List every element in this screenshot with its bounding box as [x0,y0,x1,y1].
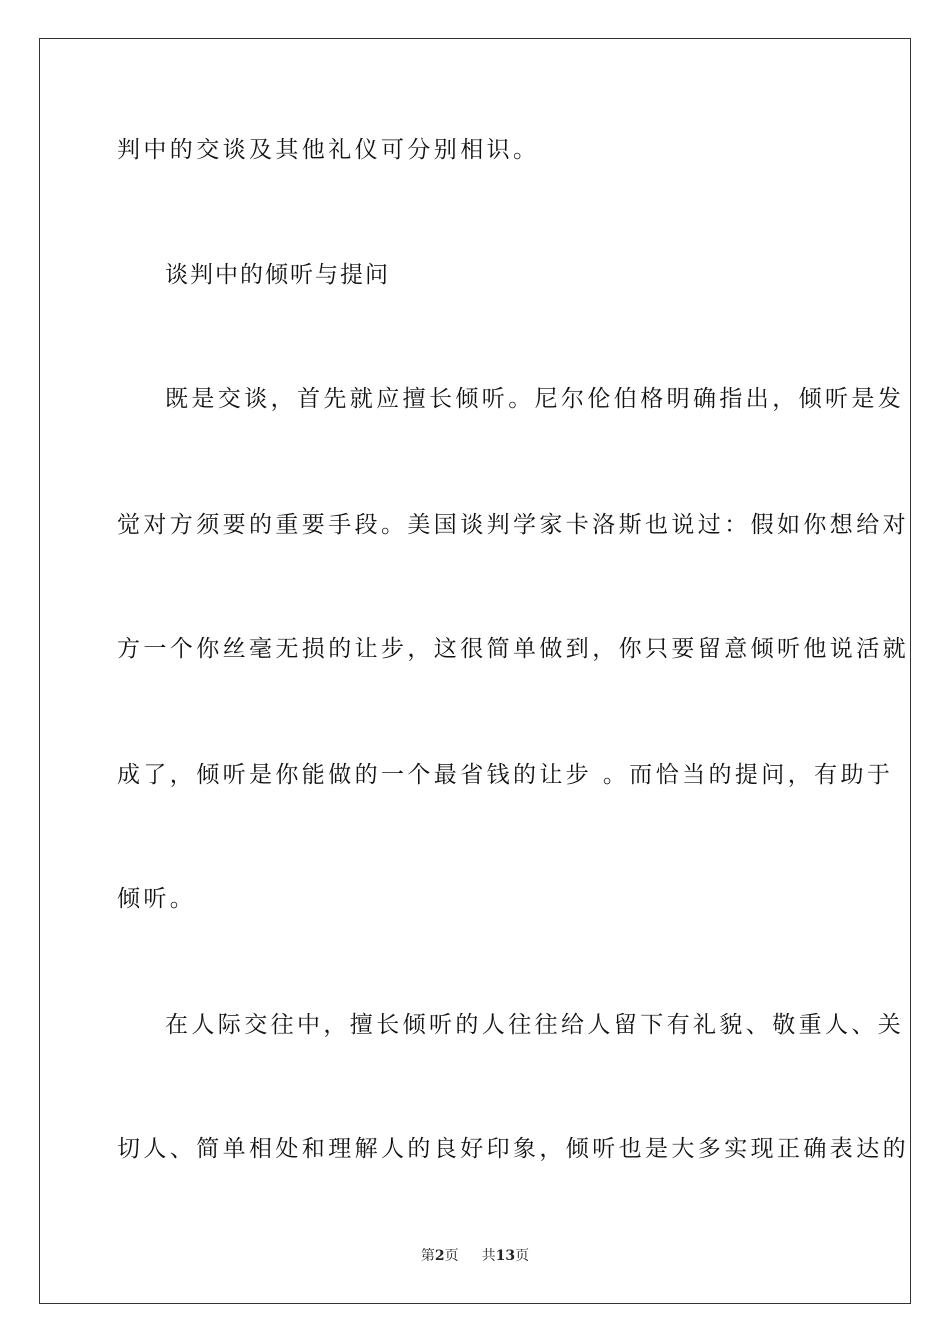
footer-total-prefix: 共 [481,1248,496,1264]
paragraph-2-line-2: 切人、简单相处和理解人的良好印象，倾听也是大多实现正确表达的 [117,1136,909,1162]
page-footer [0,1247,950,1265]
paragraph-1-line-3: 方一个你丝毫无损的让步，这很简单做到，你只要留意倾听他说活就 [117,636,909,662]
footer-page-suffix: 页 [444,1248,459,1264]
page-border [39,38,911,1304]
paragraph-1-line-4: 成了，倾听是你能做的一个最省钱的让步 。而恰当的提问，有助于 [117,762,894,788]
paragraph-2-line-1: 在人际交往中，擅长倾听的人往往给人留下有礼貌、敬重人、关 [165,1012,905,1038]
section-heading: 谈判中的倾听与提问 [165,262,390,288]
footer-total-number: 13 [495,1248,516,1264]
body-line-1: 判中的交谈及其他礼仪可分别相识。 [117,137,540,163]
footer-page-number: 2 [434,1248,445,1264]
footer-total-suffix: 页 [515,1248,530,1264]
footer-page-prefix: 第 [420,1248,435,1264]
paragraph-1-line-5: 倾听。 [117,886,197,912]
paragraph-1-line-2: 觉对方须要的重要手段。美国谈判学家卡洛斯也说过：假如你想给对 [117,512,909,538]
paragraph-1-line-1: 既是交谈，首先就应擅长倾听。尼尔伦伯格明确指出，倾听是发 [165,386,905,412]
